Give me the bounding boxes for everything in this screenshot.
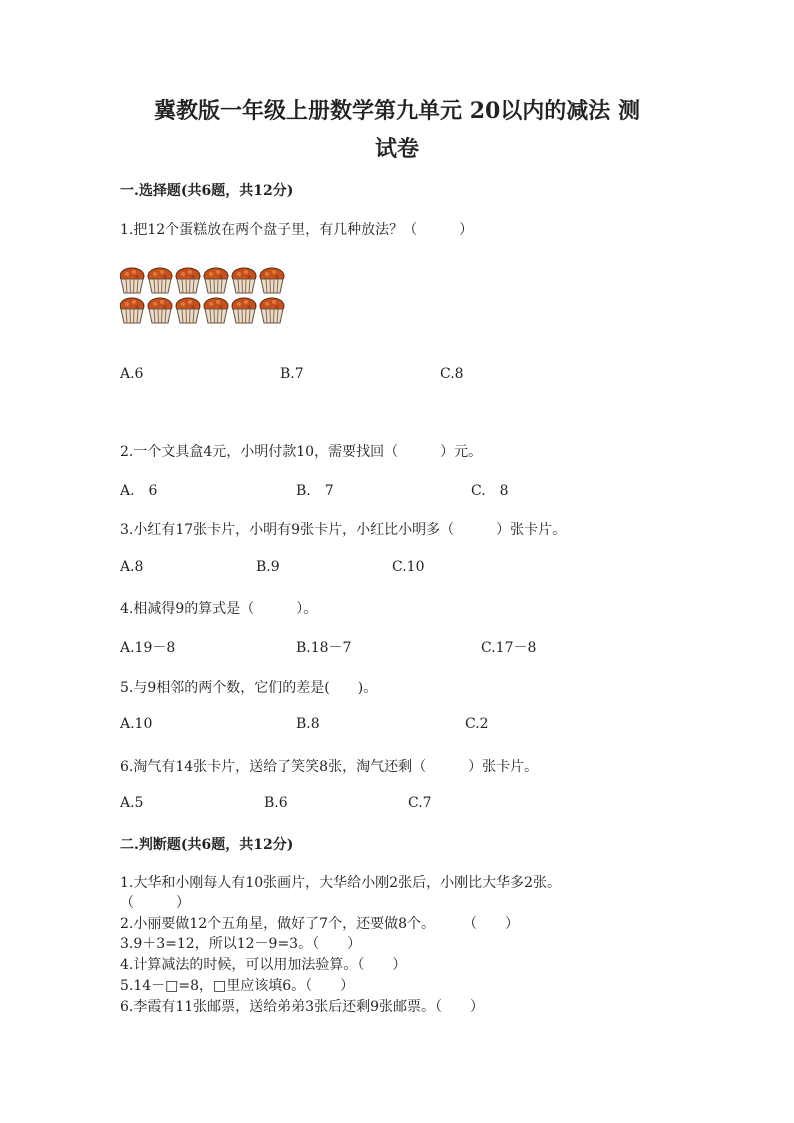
question-1: 1.把12个蛋糕放在两个盘子里，有几种放法？（ ） <box>120 222 474 238</box>
q5-option-a: A.10 <box>120 716 153 732</box>
q6-option-c: C.7 <box>408 795 432 811</box>
section-2-heading: 二.判断题(共6题，共12分) <box>120 837 294 853</box>
question-4: 4.相减得9的算式是（ ）。 <box>120 601 318 617</box>
q3-option-a: A.8 <box>120 559 144 575</box>
page-title <box>100 92 694 168</box>
judge-item-1: 1.大华和小刚每人有10张画片，大华给小刚2张后，小刚比大华多2张。 <box>120 875 561 891</box>
q2-option-c: C. 8 <box>471 483 509 499</box>
q5-option-c: C.2 <box>465 716 489 732</box>
judge-item-1-blank: （ ） <box>120 895 190 911</box>
q6-option-a: A.5 <box>120 795 144 811</box>
judge-item-3: 3.9＋3=12，所以12－9=3。（ ） <box>120 936 362 952</box>
judge-item-2: 2.小丽要做12个五角星，做好了7个，还要做8个。 （ ） <box>120 916 519 932</box>
section-1-heading: 一.选择题(共6题，共12分) <box>120 183 294 199</box>
q1-option-a: A.6 <box>120 366 144 382</box>
question-5: 5.与9相邻的两个数，它们的差是( )。 <box>120 680 378 696</box>
q4-option-b: B.18－7 <box>296 640 352 656</box>
q1-option-b: B.7 <box>280 366 304 382</box>
q1-option-c: C.8 <box>440 366 464 382</box>
question-3: 3.小红有17张卡片，小明有9张卡片，小红比小明多（ ）张卡片。 <box>120 522 567 538</box>
question-6: 6.淘气有14张卡片，送给了笑笑8张，淘气还剩（ ）张卡片。 <box>120 759 539 775</box>
q3-option-b: B.9 <box>256 559 280 575</box>
title-line-2: 试卷 <box>374 136 419 162</box>
q2-option-a: A. 6 <box>120 483 158 499</box>
q5-option-b: B.8 <box>296 716 320 732</box>
title-line-1: 冀教版一年级上册数学第九单元 20以内的减法 测 <box>154 98 640 124</box>
q4-option-c: C.17－8 <box>481 640 537 656</box>
q3-option-c: C.10 <box>392 559 425 575</box>
judge-item-6: 6.李霞有11张邮票，送给弟弟3张后还剩9张邮票。（ ） <box>120 999 484 1015</box>
judge-item-5: 5.14－□=8，□里应该填6。（ ） <box>120 978 355 994</box>
judge-item-4: 4.计算减法的时候，可以用加法验算。（ ） <box>120 957 407 973</box>
cake-icon <box>120 266 290 326</box>
q4-option-a: A.19－8 <box>120 640 176 656</box>
q6-option-b: B.6 <box>264 795 288 811</box>
question-2: 2.一个文具盒4元，小明付款10，需要找回（ ）元。 <box>120 444 483 460</box>
q2-option-b: B. 7 <box>296 483 334 499</box>
